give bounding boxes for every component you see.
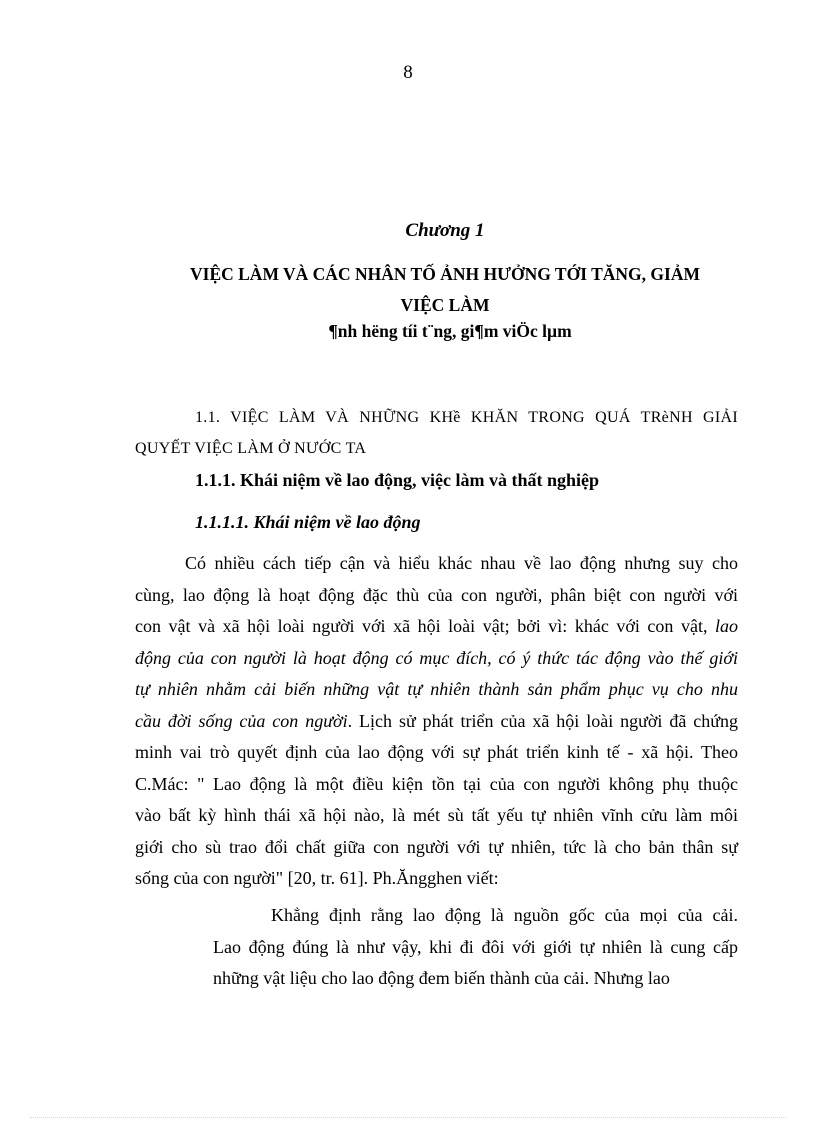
section-heading-1-1 <box>135 402 738 464</box>
quote-line: Khẳng định rằng lao động là nguồn gốc của mọi của cải. <box>271 905 738 925</box>
paragraph-italic-text: động của con người là hoạt động có mục đích, có ý thức tác động vào thế giới <box>135 647 738 668</box>
body-paragraph <box>135 548 738 895</box>
paragraph-italic-text: tự nhiên nhằm cải biến những vật tự nhiên thành sản phẩm phục vụ cho nhu <box>135 679 738 699</box>
chapter-title <box>150 259 740 321</box>
paragraph-text: . Lịch sử phát triển của xã hội loài người đã chứng <box>347 710 738 731</box>
block-quote <box>213 900 738 995</box>
paragraph-line: minh vai trò quyết định của lao động với sự phát triển kinh tế - xã hội. Theo <box>135 742 738 762</box>
paragraph-line <box>135 611 738 643</box>
paragraph-line: sống của con người" [20, tr. 61]. Ph.Ăngghen viết: <box>135 868 499 888</box>
quote-line: Lao động đúng là như vậy, khi đi đôi với giới tự nhiên là cung cấp <box>213 936 738 957</box>
paragraph-line-italic <box>135 643 738 675</box>
paragraph-line <box>135 706 738 738</box>
page-number: 8 <box>403 62 413 83</box>
paragraph-text: con vật và xã hội loài người với xã hội loài vật; bởi vì: khác với con vật, <box>135 616 715 636</box>
paragraph-line: Có nhiều cách tiếp cận và hiểu khác nhau về lao động nhưng suy cho <box>185 553 738 573</box>
garbled-heading-line: ¶nh hëng tíi t¨ng, gi¶m viÖc lµm <box>328 321 572 341</box>
paragraph-line: giới cho sù trao đổi chất giữa con người với tự nhiên, tức là cho bản thân sự <box>135 836 738 857</box>
paragraph-line: C.Mác: " Lao động là một điều kiện tồn tại của con người không phụ thuộc <box>135 773 738 794</box>
paragraph-line: cùng, lao động là hoạt động đặc thù của con người, phân biệt con người với <box>135 584 738 605</box>
subsubsection-heading-1-1-1-1: 1.1.1.1. Khái niệm về lao động <box>195 512 421 532</box>
section-heading-line-1: 1.1. VIỆC LÀM VÀ NHỮNG KHề KHĂN TRONG QUÁ TRèNH GIẢI <box>195 409 738 426</box>
chapter-label: Chương 1 <box>405 220 485 241</box>
subsection-heading-1-1-1: 1.1.1. Khái niệm về lao động, việc làm và thất nghiệp <box>195 470 600 490</box>
chapter-title-line-2: VIỆC LÀM <box>400 295 490 315</box>
chapter-title-line-1: VIỆC LÀM VÀ CÁC NHÂN TỐ ẢNH HƯỞNG TỚI TĂNG, GIẢM <box>190 264 700 284</box>
paragraph-italic-text: cầu đời sống của con người <box>135 710 348 731</box>
paragraph-line: vào bất kỳ hình thái xã hội nào, là mét sù tất yếu tự nhiên vĩnh cửu làm môi <box>135 805 738 825</box>
page-bottom-divider <box>30 1117 786 1118</box>
section-heading-line-2: QUYẾT VIỆC LÀM Ở NƯỚC TA <box>135 440 367 457</box>
quote-line: những vật liệu cho lao động đem biến thành của cải. Nhưng lao <box>213 968 670 988</box>
paragraph-line-italic <box>135 674 738 706</box>
paragraph-italic-text: lao <box>714 616 738 636</box>
